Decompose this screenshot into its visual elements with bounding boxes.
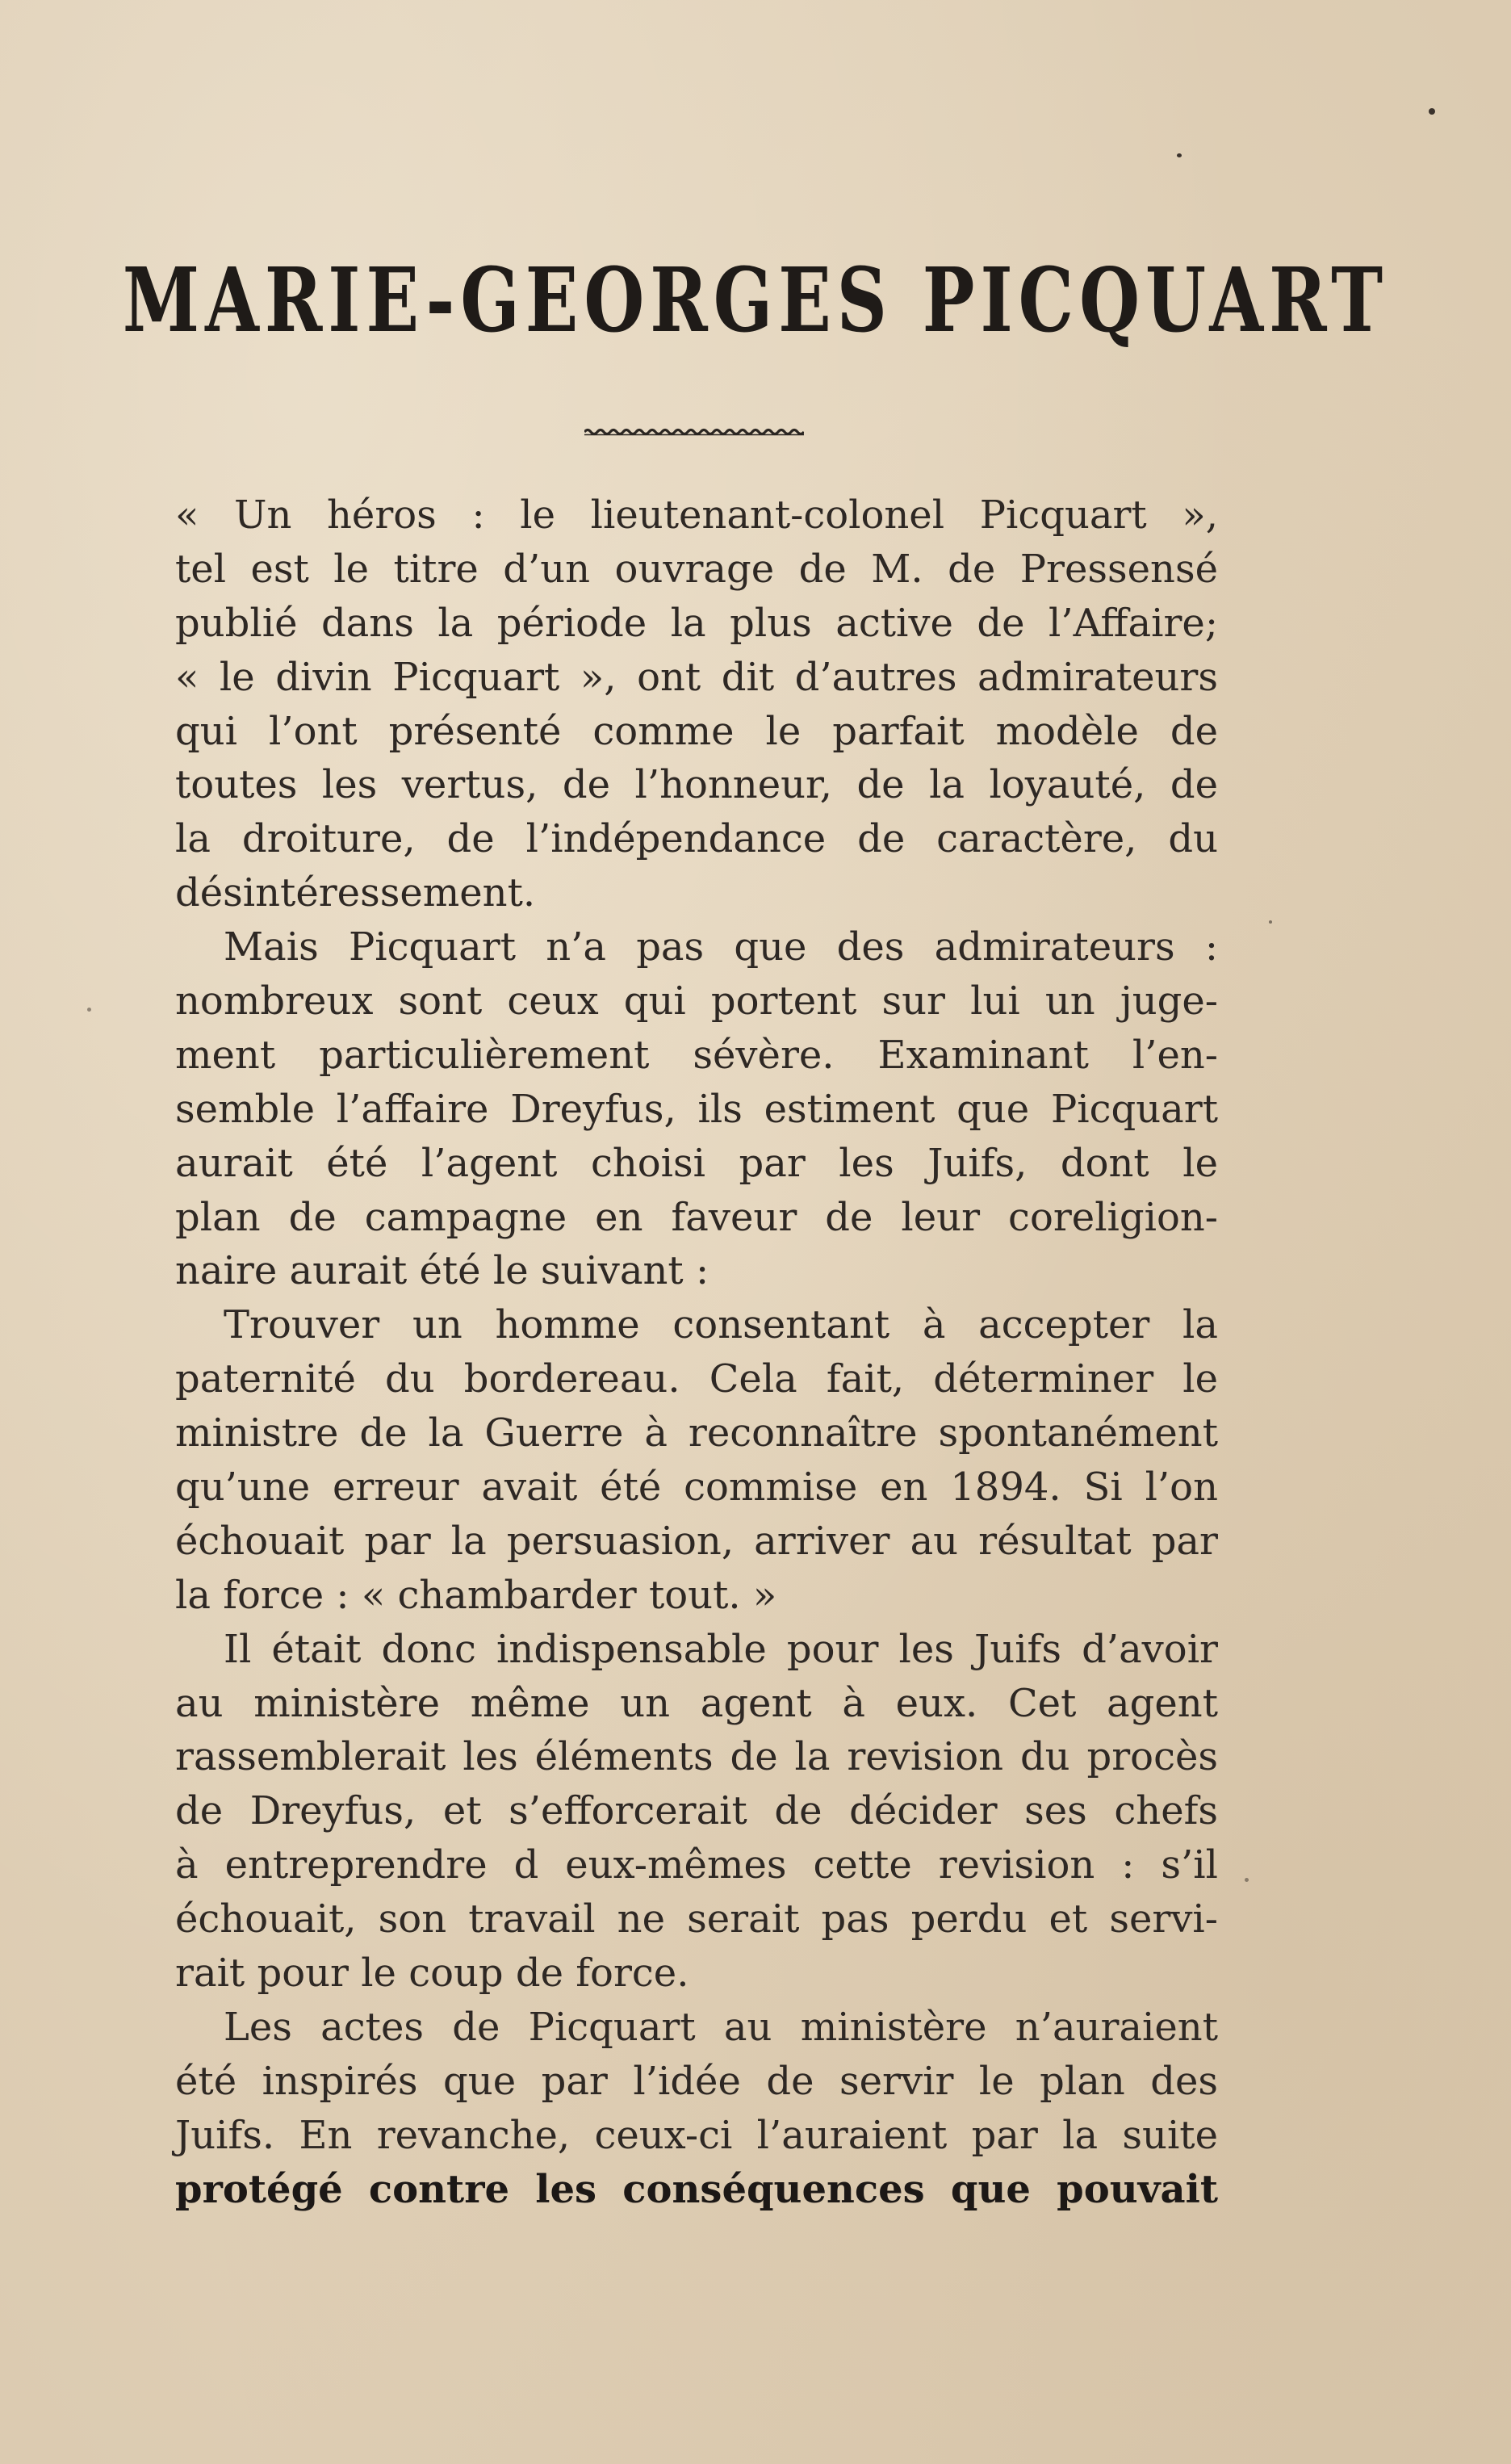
text-line: semble l’affaire Dreyfus, ils estiment que Picquart xyxy=(175,1086,1218,1132)
text-line: échouait par la persuasion, arriver au résultat par xyxy=(175,1518,1218,1564)
paper-speck xyxy=(1245,1878,1249,1882)
text-line: ment particulièrement sévère. Examinant l’en- xyxy=(175,1032,1218,1078)
text-line: ministre de la Guerre à reconnaître spontanément xyxy=(175,1410,1218,1456)
text-line: à entreprendre d eux-mêmes cette revision : s’il xyxy=(175,1842,1218,1888)
paper-speck xyxy=(87,1008,91,1012)
text-line: qui l’ont présenté comme le parfait modèle de xyxy=(175,708,1218,754)
text-line: Mais Picquart n’a pas que des admirateurs : xyxy=(224,924,1218,970)
text-line: rait pour le coup de force. xyxy=(175,1951,689,1997)
text-line: la force : « chambarder tout. » xyxy=(175,1572,777,1618)
text-line: toutes les vertus, de l’honneur, de la loyauté, de xyxy=(175,762,1218,808)
text-line: plan de campagne en faveur de leur coreligion- xyxy=(175,1194,1218,1240)
text-line: qu’une erreur avait été commise en 1894. Si l’on xyxy=(175,1465,1218,1511)
text-line: au ministère même un agent à eux. Cet agent xyxy=(175,1680,1218,1726)
body-text xyxy=(175,488,1218,2217)
text-line: de Dreyfus, et s’efforcerait de décider ses chefs xyxy=(175,1788,1218,1834)
paper-speck xyxy=(1429,108,1435,115)
text-line: paternité du bordereau. Cela fait, déterminer le xyxy=(175,1356,1218,1402)
paper-speck xyxy=(1269,920,1272,924)
text-line: rassemblerait les éléments de la revision du procès xyxy=(175,1734,1218,1780)
text-line: naire aurait été le suivant : xyxy=(175,1248,709,1294)
text-line: la droiture, de l’indépendance de caractère, du xyxy=(175,816,1218,862)
text-line: publié dans la période la plus active de l’Affaire; xyxy=(175,600,1218,646)
text-line: échouait, son travail ne serait pas perdu et servi- xyxy=(175,1896,1218,1942)
text-line: Trouver un homme consentant à accepter la xyxy=(224,1302,1218,1348)
chapter-title: MARIE-GEORGES PICQUART xyxy=(122,248,1389,354)
paper-speck xyxy=(1177,153,1182,157)
text-line: protégé contre les conséquences que pouvait xyxy=(175,2166,1218,2212)
text-line: « le divin Picquart », ont dit d’autres admirateurs xyxy=(175,654,1218,700)
title-ornament-rule xyxy=(584,427,804,437)
text-line: été inspirés que par l’idée de servir le plan des xyxy=(175,2058,1218,2104)
text-line: tel est le titre d’un ouvrage de M. de Pressensé xyxy=(175,546,1218,592)
text-line: désintéressement. xyxy=(175,870,536,916)
text-line: Juifs. En revanche, ceux-ci l’auraient par la suite xyxy=(175,2112,1218,2158)
text-line: nombreux sont ceux qui portent sur lui un juge- xyxy=(175,978,1218,1025)
text-line: Il était donc indispensable pour les Juifs d’avoir xyxy=(224,1626,1218,1672)
text-line: aurait été l’agent choisi par les Juifs, dont le xyxy=(175,1140,1218,1186)
text-line: Les actes de Picquart au ministère n’auraient xyxy=(224,2004,1218,2050)
text-line: « Un héros : le lieutenant-colonel Picquart », xyxy=(175,492,1218,538)
